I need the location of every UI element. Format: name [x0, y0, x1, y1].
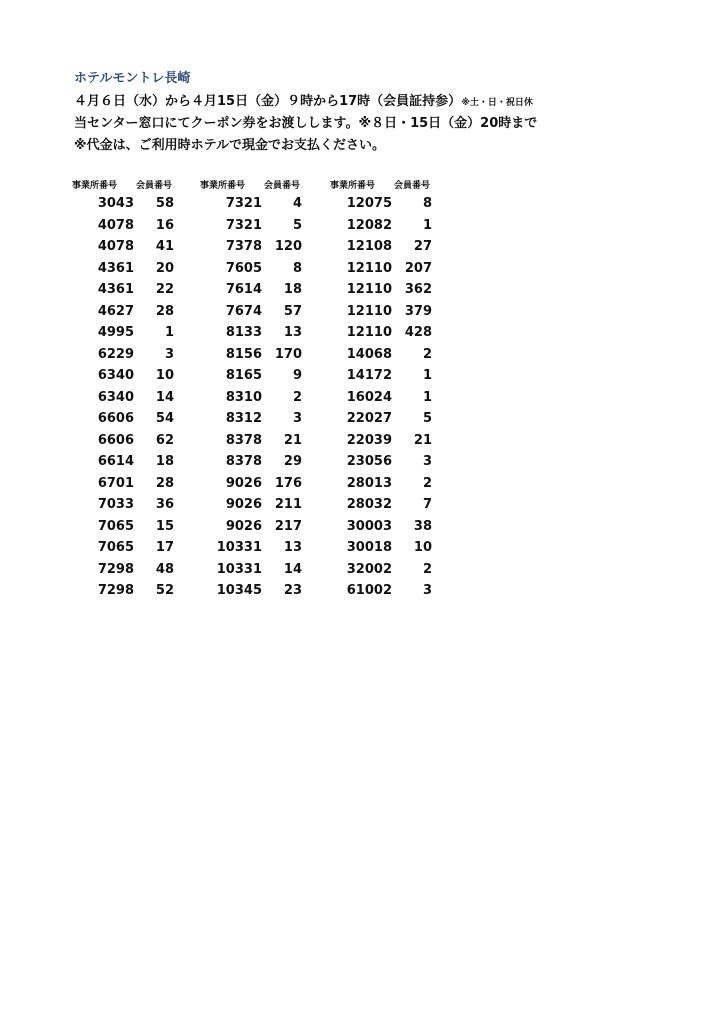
office-number: 12110: [346, 303, 392, 319]
table-row: [72, 258, 178, 280]
table-row: [72, 322, 178, 344]
member-number: 28: [155, 303, 174, 319]
table-row: [72, 430, 178, 452]
member-number: 14: [155, 389, 174, 405]
table-row: [330, 365, 436, 387]
office-number: 12110: [346, 282, 392, 298]
table-row: [200, 236, 306, 258]
member-number: 62: [155, 432, 174, 448]
member-number: 3: [292, 411, 302, 427]
member-number: 57: [283, 303, 302, 319]
member-number: 428: [404, 325, 432, 341]
table-header: [72, 175, 178, 193]
table-row: [200, 408, 306, 430]
member-number: 27: [413, 239, 432, 255]
member-number: 14: [283, 561, 302, 577]
office-number: 9026: [225, 497, 262, 513]
member-number: 5: [292, 217, 302, 233]
member-number: 2: [422, 561, 432, 577]
member-number: 4: [292, 196, 302, 212]
member-number: 1: [164, 325, 174, 341]
office-number: 9026: [225, 475, 262, 491]
office-number: 4361: [97, 260, 134, 276]
table-row: [72, 215, 178, 237]
office-number: 12110: [346, 260, 392, 276]
office-number: 3043: [97, 196, 134, 212]
table-row: [200, 580, 306, 602]
member-number: 1: [422, 389, 432, 405]
member-number: 3: [422, 583, 432, 599]
office-number: 28032: [346, 497, 392, 513]
office-number: 8378: [225, 432, 262, 448]
member-number: 8: [292, 260, 302, 276]
office-number: 22039: [346, 432, 392, 448]
table-row: [200, 494, 306, 516]
office-number: 8165: [225, 368, 262, 384]
member-number: 211: [274, 497, 302, 513]
table-row: [200, 365, 306, 387]
office-number: 7065: [97, 540, 134, 556]
member-number: 9: [292, 368, 302, 384]
table-row: [330, 580, 436, 602]
office-number: 7321: [225, 196, 262, 212]
office-number: 23056: [346, 454, 392, 470]
member-number: 38: [413, 518, 432, 534]
member-number: 2: [292, 389, 302, 405]
office-number: 30018: [346, 540, 392, 556]
office-number: 14068: [346, 346, 392, 362]
schedule-line: [74, 90, 533, 109]
table-row: [330, 322, 436, 344]
member-number: 7: [422, 497, 432, 513]
office-number: 7065: [97, 518, 134, 534]
table-row: [200, 451, 306, 473]
member-number: 5: [422, 411, 432, 427]
schedule-text: ４月６日（水）から４月15日（金）９時から17時（会員証持参）: [74, 94, 462, 109]
table-row: [330, 451, 436, 473]
table-row: [330, 215, 436, 237]
member-number: 54: [155, 411, 174, 427]
table-row: [330, 559, 436, 581]
member-number: 379: [404, 303, 432, 319]
table-row: [330, 516, 436, 538]
table-row: [330, 408, 436, 430]
table-row: [330, 473, 436, 495]
office-number: 7605: [225, 260, 262, 276]
table-row: [72, 494, 178, 516]
office-number: 7298: [97, 583, 134, 599]
table-row: [330, 494, 436, 516]
office-number: 6614: [97, 454, 134, 470]
table-row: [200, 279, 306, 301]
member-number: 1: [422, 368, 432, 384]
office-number-header: 事業所番号: [72, 180, 118, 191]
office-number: 12075: [346, 196, 392, 212]
member-number: 22: [155, 282, 174, 298]
member-number: 36: [155, 497, 174, 513]
table-row: [72, 516, 178, 538]
member-number: 8: [422, 196, 432, 212]
office-number: 7321: [225, 217, 262, 233]
member-number: 217: [274, 518, 302, 534]
member-number: 18: [283, 282, 302, 298]
office-number: 28013: [346, 475, 392, 491]
office-number: 8133: [225, 325, 262, 341]
member-number: 170: [274, 346, 302, 362]
table-row: [72, 559, 178, 581]
office-number: 4627: [97, 303, 134, 319]
table-row: [200, 344, 306, 366]
member-number: 58: [155, 196, 174, 212]
table-row: [72, 537, 178, 559]
table-row: [200, 215, 306, 237]
member-number: 176: [274, 475, 302, 491]
office-number: 8378: [225, 454, 262, 470]
office-number: 6229: [97, 346, 134, 362]
member-number: 3: [422, 454, 432, 470]
office-number: 7674: [225, 303, 262, 319]
payment-line: ※代金は、ご利用時ホテルで現金でお支払ください。: [74, 138, 385, 153]
office-number: 6606: [97, 432, 134, 448]
member-number: 41: [155, 239, 174, 255]
table-row: [72, 580, 178, 602]
member-number: 2: [422, 346, 432, 362]
member-number-header: 会員番号: [136, 180, 173, 191]
office-number: 30003: [346, 518, 392, 534]
table-row: [200, 559, 306, 581]
office-number: 61002: [346, 583, 392, 599]
table-row: [72, 408, 178, 430]
table-row: [72, 387, 178, 409]
member-number: 23: [283, 583, 302, 599]
office-number: 7033: [97, 497, 134, 513]
office-number-header: 事業所番号: [330, 180, 376, 191]
member-number: 3: [164, 346, 174, 362]
office-number: 8310: [225, 389, 262, 405]
table-row: [200, 537, 306, 559]
member-number: 18: [155, 454, 174, 470]
table-row: [330, 301, 436, 323]
hotel-title: ホテルモントレ長崎: [74, 71, 191, 86]
member-table-1: [72, 175, 178, 602]
table-row: [72, 279, 178, 301]
office-number: 22027: [346, 411, 392, 427]
member-number: 13: [283, 540, 302, 556]
member-number: 2: [422, 475, 432, 491]
office-number: 10331: [216, 540, 262, 556]
table-row: [330, 236, 436, 258]
member-table-3: [330, 175, 436, 602]
member-number: 52: [155, 583, 174, 599]
office-number: 4078: [97, 239, 134, 255]
office-number: 10331: [216, 561, 262, 577]
table-header: [200, 175, 306, 193]
member-number: 21: [283, 432, 302, 448]
office-number: 6340: [97, 389, 134, 405]
member-number: 20: [155, 260, 174, 276]
office-number: 12108: [346, 239, 392, 255]
member-number-header: 会員番号: [394, 180, 431, 191]
member-number: 207: [404, 260, 432, 276]
table-row: [72, 301, 178, 323]
office-number: 8156: [225, 346, 262, 362]
office-number: 6606: [97, 411, 134, 427]
office-number-header: 事業所番号: [200, 180, 246, 191]
table-row: [72, 344, 178, 366]
office-number: 7378: [225, 239, 262, 255]
office-number: 4361: [97, 282, 134, 298]
table-row: [330, 279, 436, 301]
table-row: [200, 301, 306, 323]
table-row: [72, 451, 178, 473]
table-row: [200, 193, 306, 215]
table-row: [72, 193, 178, 215]
office-number: 10345: [216, 583, 262, 599]
office-number: 4078: [97, 217, 134, 233]
table-row: [72, 236, 178, 258]
member-number: 1: [422, 217, 432, 233]
pickup-line: 当センター窓口にてクーポン券をお渡しします。※８日・15日（金）20時まで: [74, 116, 538, 131]
member-number: 17: [155, 540, 174, 556]
member-number: 10: [155, 368, 174, 384]
office-number: 32002: [346, 561, 392, 577]
table-row: [200, 322, 306, 344]
table-row: [200, 258, 306, 280]
table-row: [330, 537, 436, 559]
table-row: [330, 258, 436, 280]
office-number: 16024: [346, 389, 392, 405]
table-row: [330, 387, 436, 409]
office-number: 7298: [97, 561, 134, 577]
member-number: 29: [283, 454, 302, 470]
member-number: 48: [155, 561, 174, 577]
office-number: 8312: [225, 411, 262, 427]
office-number: 9026: [225, 518, 262, 534]
member-number: 21: [413, 432, 432, 448]
office-number: 7614: [225, 282, 262, 298]
member-number: 13: [283, 325, 302, 341]
member-number: 15: [155, 518, 174, 534]
member-number-header: 会員番号: [264, 180, 301, 191]
office-number: 12082: [346, 217, 392, 233]
table-header: [330, 175, 436, 193]
office-number: 12110: [346, 325, 392, 341]
office-number: 14172: [346, 368, 392, 384]
member-number: 10: [413, 540, 432, 556]
office-number: 6340: [97, 368, 134, 384]
member-number: 120: [274, 239, 302, 255]
member-number: 28: [155, 475, 174, 491]
member-table-2: [200, 175, 306, 602]
table-row: [330, 430, 436, 452]
table-row: [330, 193, 436, 215]
table-row: [200, 430, 306, 452]
table-row: [200, 473, 306, 495]
office-number: 6701: [97, 475, 134, 491]
member-number: 16: [155, 217, 174, 233]
table-row: [72, 365, 178, 387]
holiday-note: ※土・日・祝日休: [461, 98, 533, 108]
table-row: [330, 344, 436, 366]
table-row: [72, 473, 178, 495]
table-row: [200, 387, 306, 409]
office-number: 4995: [97, 325, 134, 341]
member-number: 362: [404, 282, 432, 298]
table-row: [200, 516, 306, 538]
